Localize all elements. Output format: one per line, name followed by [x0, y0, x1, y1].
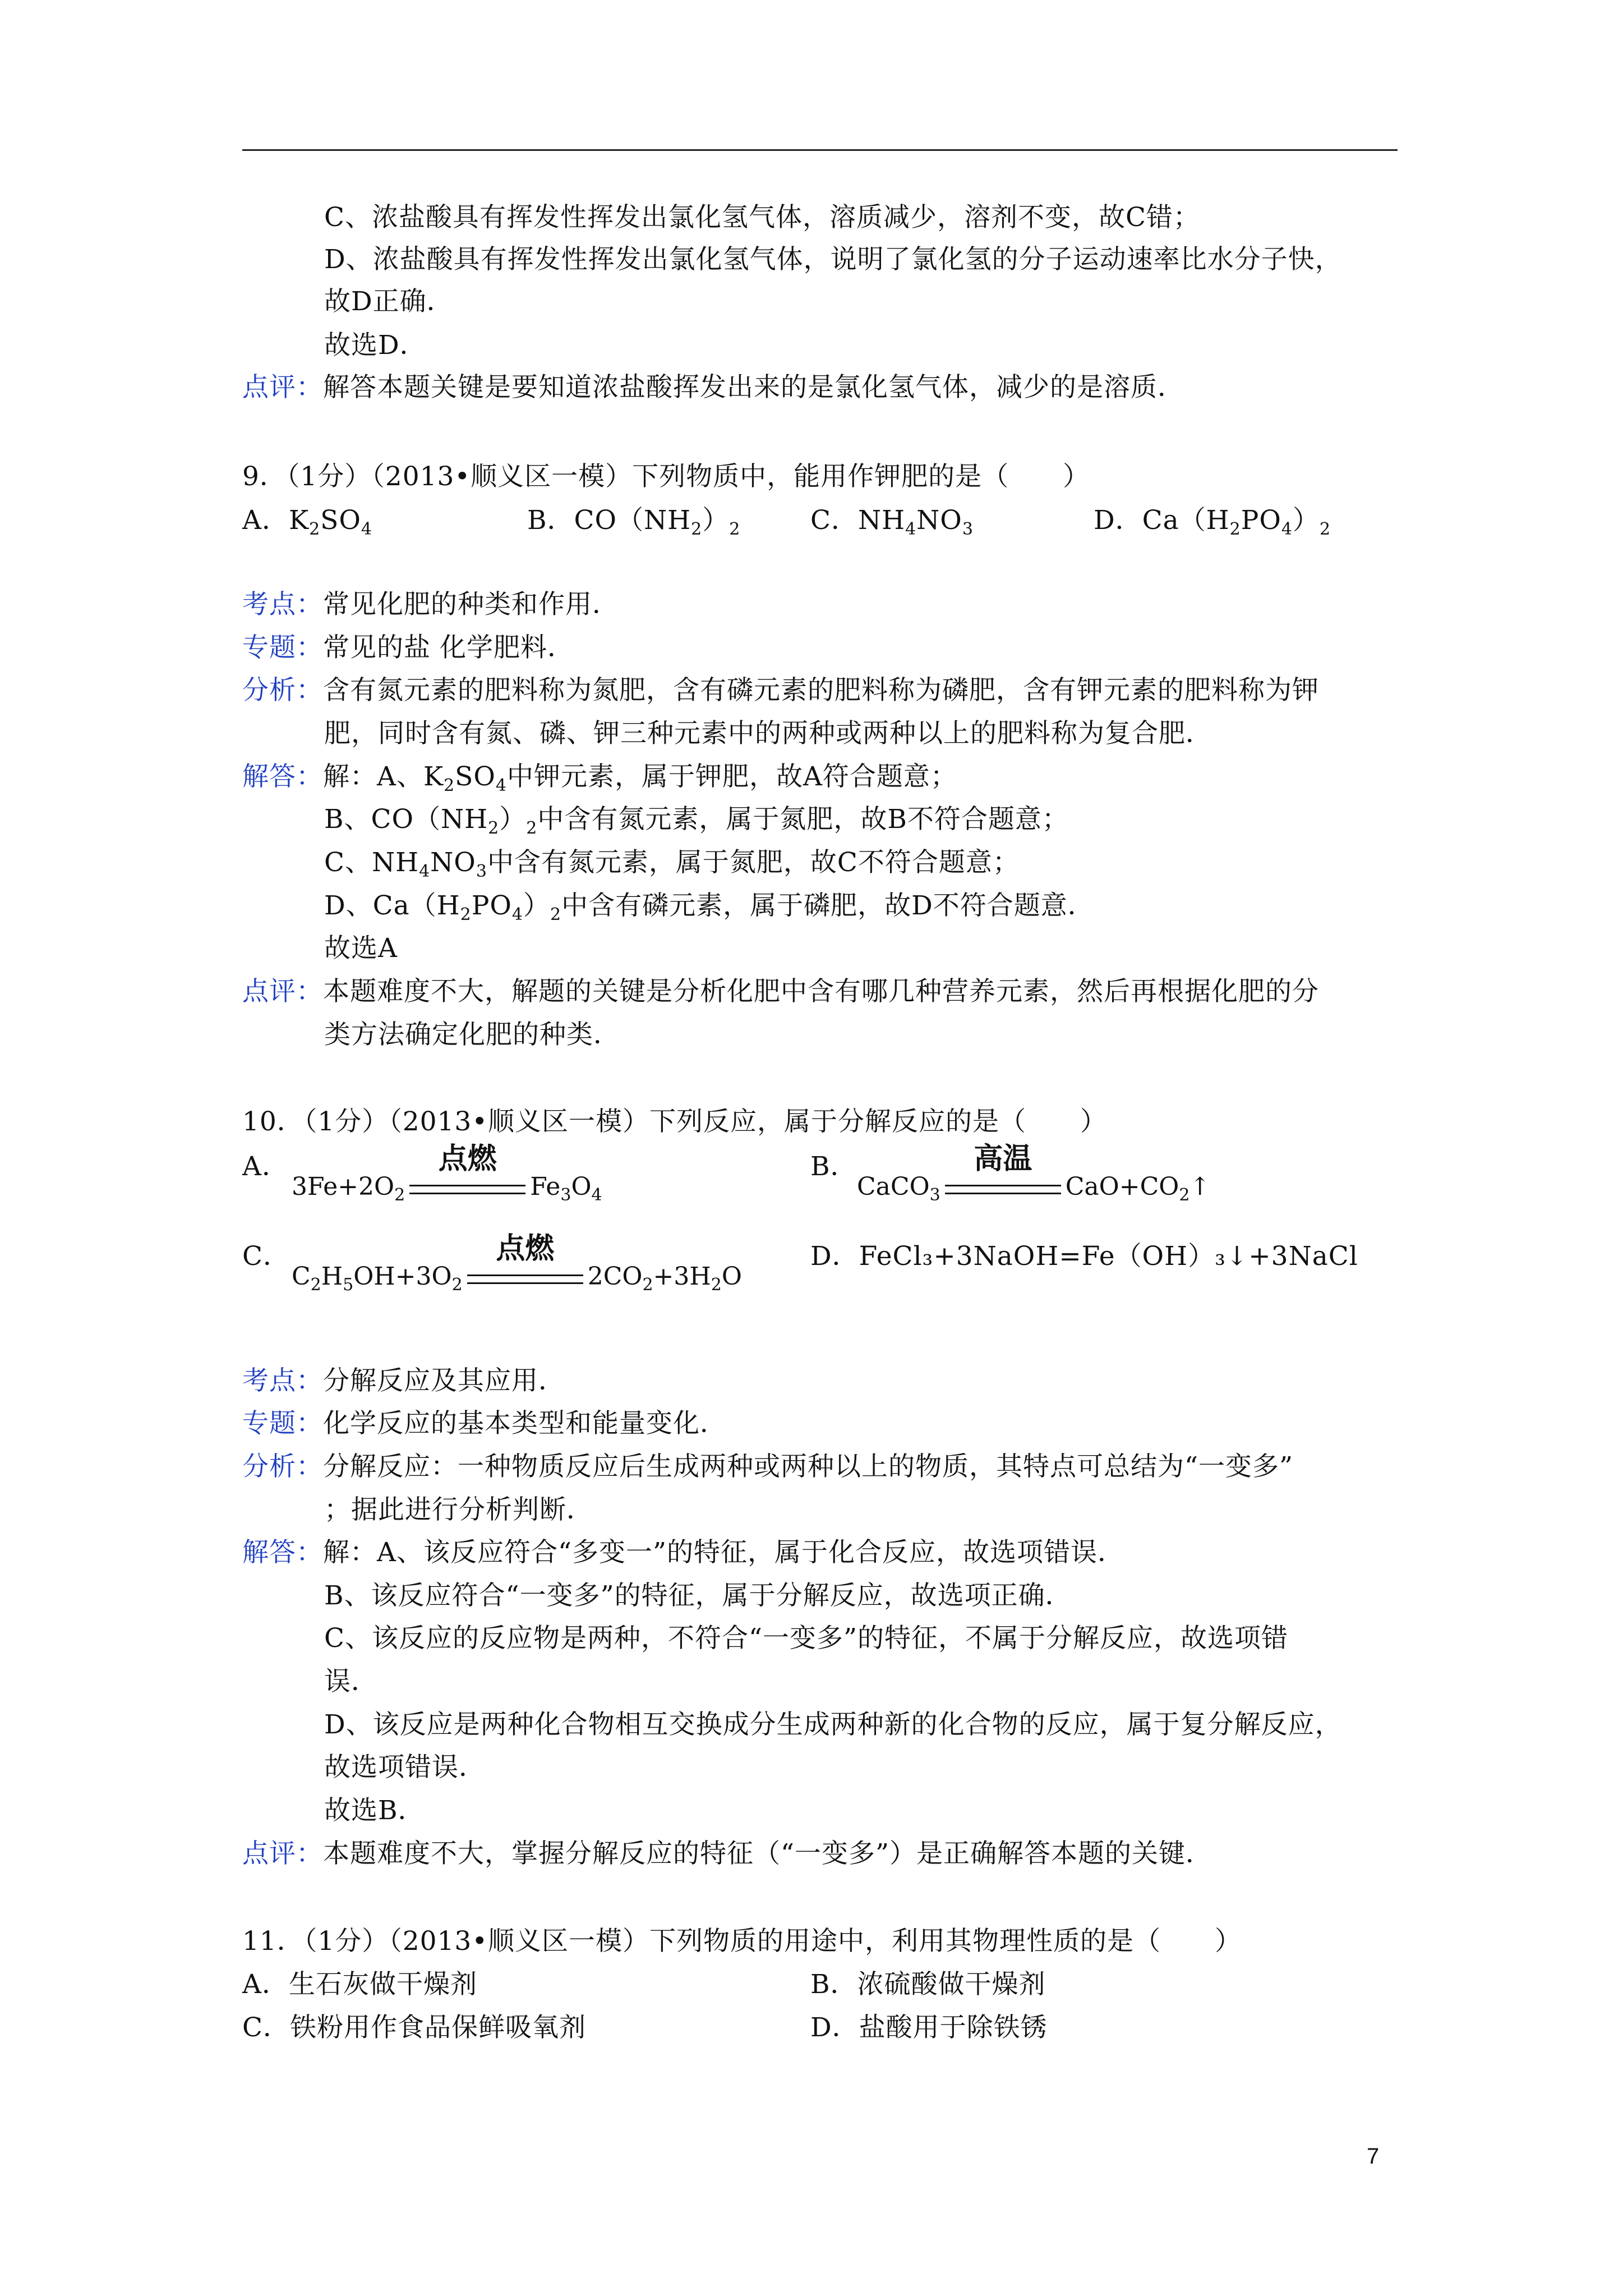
q9-fenxi-cont: 肥，同时含有氮、磷、钾三种元素中的两种或两种以上的肥料称为复合肥．: [324, 718, 1212, 749]
fenxi-text: 含有氮元素的肥料称为氮肥，含有磷元素的肥料称为磷肥，含有钾元素的肥料称为钾: [323, 675, 1319, 706]
fenxi-label: 分析：: [242, 675, 323, 706]
comment-text: 本题难度不大，掌握分解反应的特征（“一变多”）是正确解答本题的关键．: [323, 1838, 1213, 1869]
page-number: 7: [1367, 2144, 1380, 2169]
comment-label: 点评：: [242, 1838, 323, 1869]
q10-jieda-a: [242, 1537, 1124, 1568]
q9-jieda-c: C、$NH_4NO_3$中含有氮元素，属于氮肥，故C不符合题意；: [324, 847, 1020, 881]
option-label: D．Ca（H: [1094, 505, 1230, 536]
q9-option-d: D．$Ca(H_2PO_4)_2$: [1094, 505, 1331, 539]
q10-option-b-equation: CaCO$_3$ 高温 $CaO+CO_2↑$: [857, 1142, 1211, 1205]
q9-comment-cont: 类方法确定化肥的种类．: [324, 1019, 620, 1050]
zhuanti-text: 化学反应的基本类型和能量变化．: [323, 1408, 727, 1439]
q10-answer: 故选B．: [324, 1795, 425, 1826]
q10-fenxi-cont: ；据此进行分析判断．: [324, 1494, 593, 1525]
q11-option-d: D．盐酸用于除铁锈: [810, 2012, 1048, 2043]
comment-text: 解答本题关键是要知道浓盐酸挥发出来的是氯化氢气体，减少的是溶质．: [323, 372, 1184, 403]
q9-jieda-d: D、$Ca(H_2PO_4)_2$中含有磷元素，属于磷肥，故D不符合题意．: [324, 890, 1095, 924]
q11-option-b: B．浓硫酸做干燥剂: [810, 1969, 1046, 2000]
q8-answer: 故选D．: [324, 330, 427, 361]
fenxi-label: 分析：: [242, 1451, 323, 1482]
jieda-a-text: 中钾元素，属于钾肥，故A符合题意；: [506, 761, 957, 792]
q9-jieda-b: B、$CO(NH_2)_2$中含有氮元素，属于氮肥，故B不符合题意；: [324, 804, 1069, 838]
q9-option-b: B．$CO(NH_2)_2$: [527, 505, 741, 539]
q10-jieda-c-cont: 误．: [324, 1666, 378, 1697]
q10-option-b-label: B．: [810, 1151, 857, 1182]
kaodian-text: 分解反应及其应用．: [323, 1365, 565, 1396]
q9-zhuanti: [242, 632, 574, 664]
q9-option-a: A．$K_2SO_4$: [242, 505, 372, 539]
q10-stem: 10．（1分）（2013•顺义区一模）下列反应，属于分解反应的是（ ）: [242, 1106, 1108, 1137]
jieda-d-text: 中含有磷元素，属于磷肥，故D不符合题意．: [561, 890, 1095, 921]
option-label: A．K: [242, 505, 310, 536]
zhuanti-text: 常见的盐 化学肥料．: [323, 632, 574, 663]
option-label: B．CO（NH: [527, 505, 691, 536]
jieda-c-text: 中含有氮元素，属于氮肥，故C不符合题意；: [487, 847, 1020, 878]
q8-option-d-conclusion: 故D正确．: [324, 286, 454, 317]
q9-kaodian: [242, 589, 619, 620]
q10-option-c-label: C．: [242, 1241, 290, 1272]
q9-comment: [242, 976, 1319, 1007]
q8-comment: [242, 372, 1184, 403]
q8-option-d-analysis: D、浓盐酸具有挥发性挥发出氯化氢气体，说明了氯化氢的分子运动速率比水分子快，: [324, 244, 1342, 275]
q11-option-c: C．铁粉用作食品保鲜吸氧剂: [242, 2012, 586, 2043]
q9-stem: 9．（1分）（2013•顺义区一模）下列物质中，能用作钾肥的是（ ）: [242, 461, 1090, 492]
zhuanti-label: 专题：: [242, 1408, 323, 1439]
q8-option-c-analysis: C、浓盐酸具有挥发性挥发出氯化氢气体，溶质减少，溶剂不变，故C错；: [324, 202, 1200, 233]
zhuanti-label: 专题：: [242, 632, 323, 663]
reaction-arrow: [407, 1142, 528, 1202]
q10-jieda-b: B、该反应符合“一变多”的特征，属于分解反应，故选项正确．: [324, 1580, 1072, 1611]
q10-jieda-d-cont: 故选项错误．: [324, 1752, 486, 1783]
q10-kaodian: [242, 1365, 565, 1397]
q9-answer: 故选A: [324, 933, 398, 964]
q10-fenxi: [242, 1451, 1293, 1483]
fenxi-text: 分解反应：一种物质反应后生成两种或两种以上的物质，其特点可总结为“一变多”: [323, 1451, 1294, 1482]
jieda-a-text: 解：A、该反应符合“多变一”的特征，属于化合反应，故选项错误．: [323, 1537, 1124, 1568]
kaodian-label: 考点：: [242, 1365, 323, 1396]
q11-option-a: A．生石灰做干燥剂: [242, 1969, 477, 2000]
q10-comment: [242, 1838, 1212, 1870]
q10-option-a-equation: $3Fe+2O_2$ 点燃 $Fe_3O_4$: [292, 1142, 602, 1205]
reaction-condition: 点燃: [496, 1232, 555, 1266]
q11-stem: 11．（1分）（2013•顺义区一模）下列物质的用途中，利用其物理性质的是（ ）: [242, 1926, 1242, 1957]
q9-option-c: C．$NH_4NO_3$: [810, 505, 974, 539]
q9-jieda-a: 解答：解：A、$K_2SO_4$中钾元素，属于钾肥，故A符合题意；: [242, 761, 957, 795]
q10-option-c-equation: $C_2H_5OH+3O_2$ 点燃 $2CO_2+3H_2O$: [292, 1232, 742, 1295]
jieda-b-text: 中含有氮元素，属于氮肥，故B不符合题意；: [537, 804, 1069, 835]
q9-fenxi: [242, 675, 1319, 706]
q10-zhuanti: [242, 1408, 727, 1439]
header-rule: [242, 149, 1398, 151]
jieda-label: 解答：: [242, 761, 323, 792]
reaction-arrow: [943, 1142, 1063, 1202]
reaction-condition: 点燃: [438, 1142, 497, 1176]
comment-label: 点评：: [242, 976, 323, 1007]
jieda-label: 解答：: [242, 1537, 323, 1568]
q10-jieda-d: D、该反应是两种化合物相互交换成分生成两种新的化合物的反应，属于复分解反应，: [324, 1709, 1342, 1740]
reaction-arrow: [465, 1232, 585, 1291]
comment-text: 本题难度不大，解题的关键是分析化肥中含有哪几种营养元素，然后再根据化肥的分: [323, 976, 1319, 1007]
kaodian-text: 常见化肥的种类和作用．: [323, 589, 619, 620]
q10-option-a-label: A．: [242, 1151, 289, 1182]
comment-label: 点评：: [242, 372, 323, 403]
kaodian-label: 考点：: [242, 589, 323, 620]
option-label: C．NH: [810, 505, 906, 536]
q10-option-d: D．FeCl₃+3NaOH=Fe（OH）₃↓+3NaCl: [810, 1241, 1358, 1272]
reaction-condition: 高温: [974, 1142, 1032, 1176]
q10-jieda-c: C、该反应的反应物是两种，不符合“一变多”的特征，不属于分解反应，故选项错: [324, 1623, 1289, 1654]
